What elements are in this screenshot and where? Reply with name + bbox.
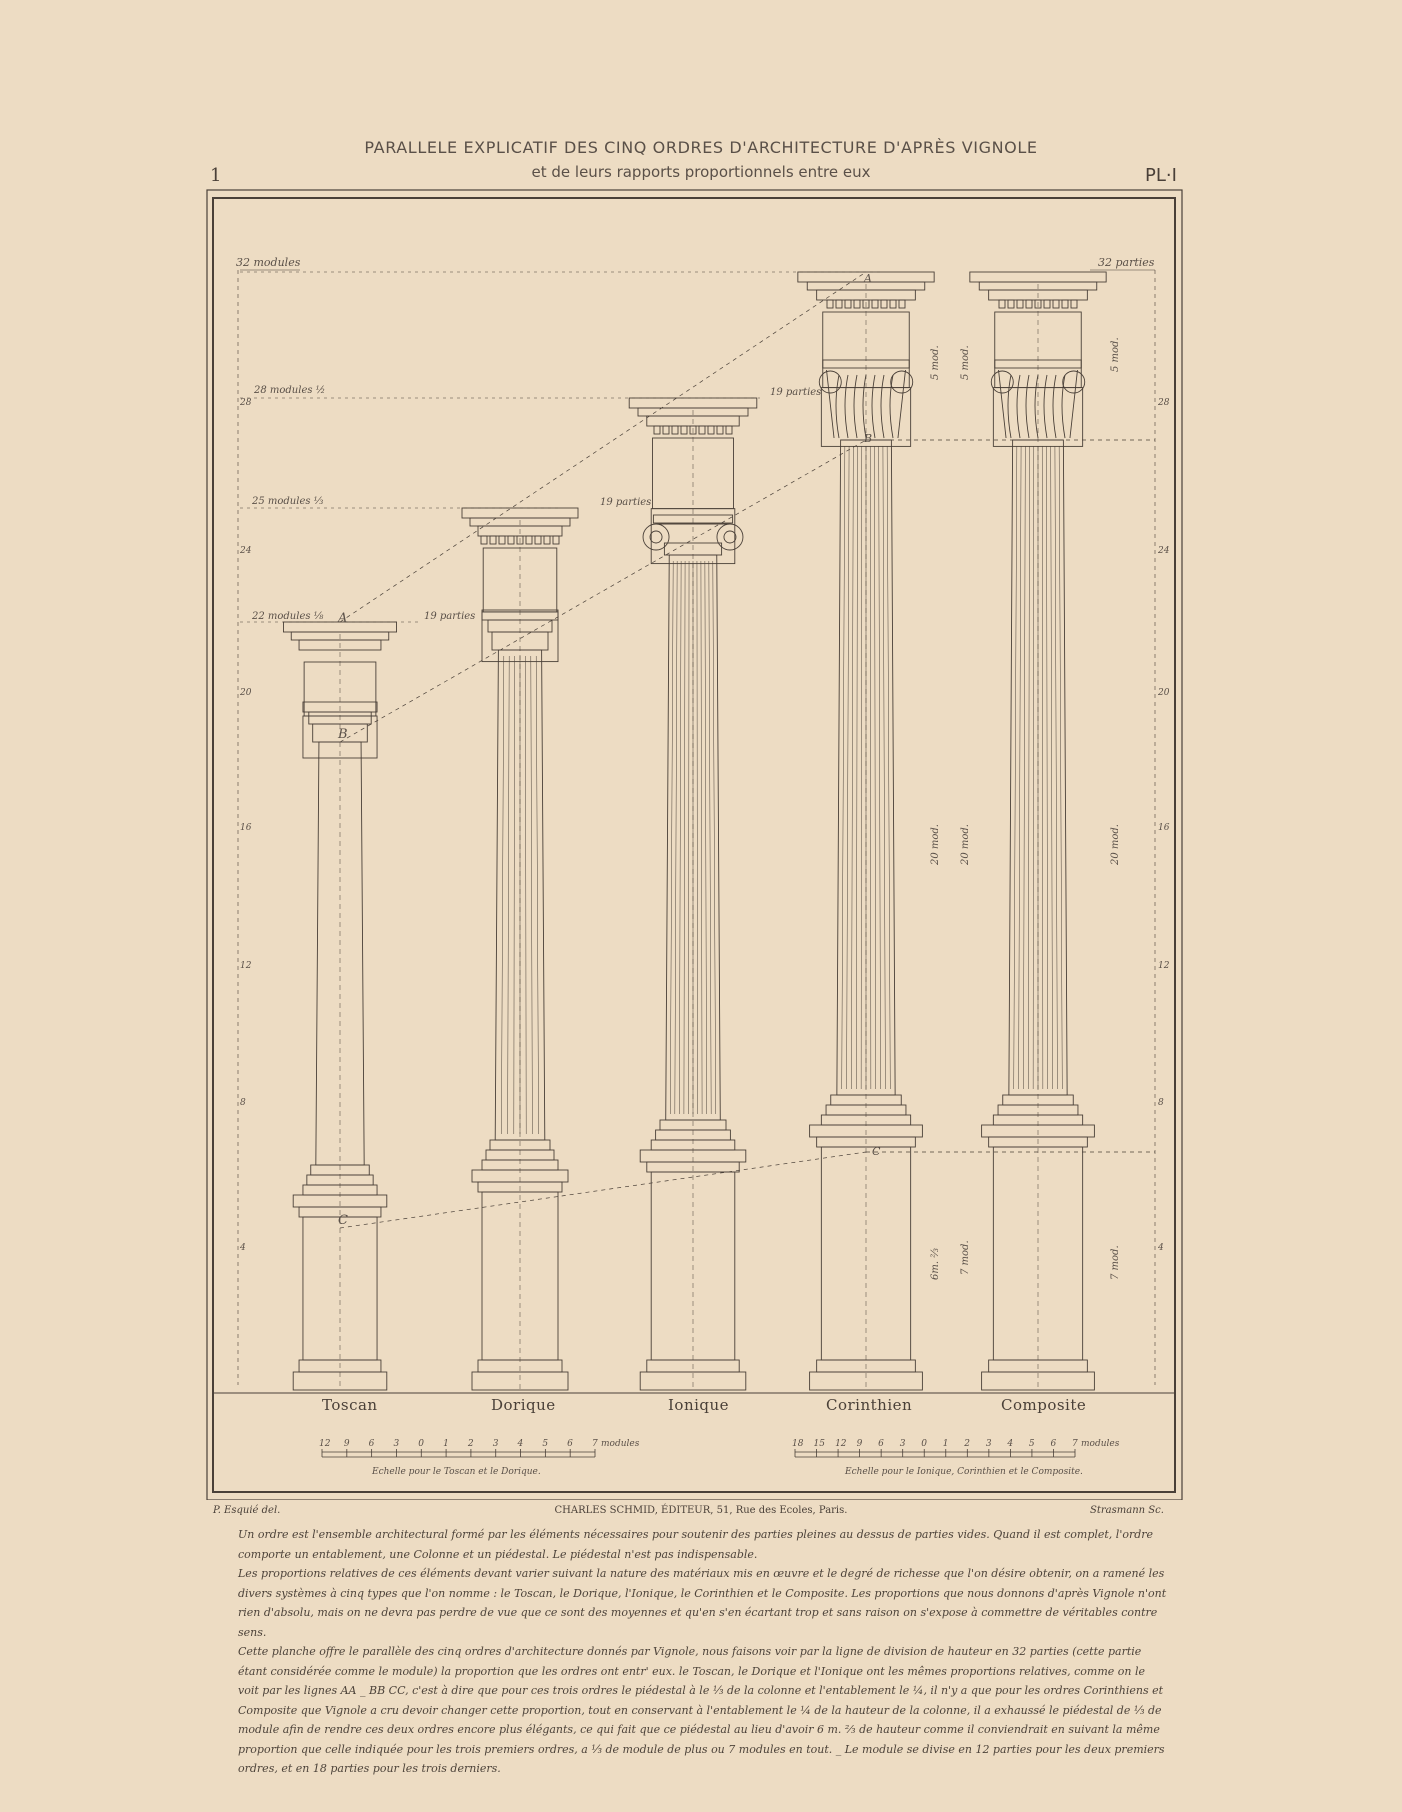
scale-unit-right: modules	[1081, 1439, 1120, 1449]
scale-tick-right-0: 18	[792, 1439, 804, 1449]
scale-tick-right-9: 3	[985, 1439, 992, 1449]
label-32-parties: 32 parties	[1098, 256, 1155, 269]
letter-b-right: B	[864, 432, 873, 445]
label-5-mod-2: 5 mod.	[960, 345, 971, 380]
label-6-mod: 6m. ⅔	[930, 1248, 941, 1280]
order-dorique	[462, 508, 578, 1390]
scale-tick-right-1: 15	[813, 1439, 825, 1449]
plate-subtitle: et de leurs rapports proportionnels entre eux	[531, 163, 871, 181]
tick-right-1: 24	[1158, 546, 1170, 556]
scale-unit-left: modules	[601, 1439, 640, 1449]
tick-right-6: 4	[1158, 1243, 1164, 1253]
scale-caption-left: Echelle pour le Toscan et le Dorique.	[372, 1467, 541, 1477]
scale-tick-right-4: 6	[878, 1439, 884, 1449]
scale-tick-left-1: 9	[343, 1439, 350, 1449]
letter-c-left: C	[338, 1213, 348, 1228]
tick-right-2: 20	[1158, 688, 1170, 698]
tick-right-5: 8	[1158, 1098, 1164, 1108]
scale-tick-right-11: 5	[1028, 1439, 1035, 1449]
scale-tick-left-11: 7	[592, 1439, 598, 1449]
label-19-parties-1: 19 parties	[424, 611, 476, 622]
label-20-mod-3: 20 mod.	[1110, 824, 1121, 865]
label-19-parties-2: 19 parties	[600, 497, 652, 508]
tick-left-3: 16	[240, 823, 252, 833]
scale-tick-right-5: 3	[899, 1439, 906, 1449]
letter-a-left: A	[338, 611, 348, 626]
tick-left-6: 4	[240, 1243, 246, 1253]
label-22-modules: 22 modules ⅛	[252, 611, 324, 622]
scale-caption-right: Echelle pour le Ionique, Corinthien et le Composite.	[845, 1467, 1083, 1477]
scale-tick-left-10: 6	[567, 1439, 573, 1449]
order-label-corinthien: Corinthien	[826, 1396, 913, 1414]
text-paragraph-3: Cette planche offre le parallèle des cinq ordres d'architecture donnés par Vignole, nous faisons voir par la ligne de division de hauteur en 32 parties (cette partie étant considérée comme le module) la proportion que les ordres ont entr' eux. le Toscan, le Dorique et l'Ionique ont les mêmes proportions relatives, comme on le voit par les lignes AA _ BB CC, c'est à dire que pour ces trois ordres le piédestal à le ⅓ de la colonne et l'entablement le ¼, il n'y a que pour les ordres Corinthiens et Composite que Vignole a cru devoir changer cette proportion, tout en conservant à l'entablement le ¼ de la hauteur de la colonne, il a exhaussé le piédestal de ⅓ de module afin de rendre ces deux ordres encore plus élégants, ce qui fait que ce piédestal au lieu d'avoir 6 m. ⅔ de hauteur comme il conviendrait en suivant la même proportion que celle indiquée pour les trois premiers ordres, a ⅓ de module de plus ou 7 modules en tout. _ Le module se divise en 12 parties pour les deux premiers ordres, et en 18 parties pour les trois derniers.	[238, 1645, 1165, 1775]
cornice-dorique	[462, 508, 578, 518]
text-paragraph-2: Les proportions relatives de ces éléments devant varier suivant la nature des matériaux mis en œuvre et le degré de richesse que l'on désire obtenir, on a ramené les divers systèmes à cinq types que l'on nomme : le Toscan, le Dorique, l'Ionique, le Corinthien et le Composite. Les proportions que nous donnons d'après Vignole n'ont rien d'absolu, mais on ne devra pas perdre de vue que ce sont des moyennes et qu'en s'en écartant trop et sans raison on s'expose à commettre de véritables contre sens.	[238, 1567, 1167, 1639]
scale-tick-left-9: 5	[542, 1439, 549, 1449]
tick-left-5: 8	[240, 1098, 246, 1108]
plate-number: 1	[210, 165, 222, 186]
credit-draftsman: P. Esquié del.	[213, 1505, 281, 1516]
scale-tick-right-6: 0	[921, 1439, 927, 1449]
scale-tick-left-3: 3	[393, 1439, 400, 1449]
scale-tick-left-2: 6	[368, 1439, 375, 1449]
scale-tick-left-5: 1	[443, 1439, 449, 1449]
scale-tick-right-8: 2	[964, 1439, 971, 1449]
inner-frame	[213, 198, 1175, 1492]
scale-tick-right-7: 1	[942, 1439, 949, 1449]
letter-c-right: C	[872, 1145, 881, 1158]
scale-tick-right-12: 6	[1050, 1439, 1057, 1449]
label-19-parties-3: 19 parties	[770, 387, 822, 398]
credit-publisher: CHARLES SCHMID, ÉDITEUR, 51, Rue des Ecoles, Paris.	[554, 1505, 848, 1516]
scale-tick-right-10: 4	[1007, 1439, 1014, 1449]
tick-left-1: 24	[240, 546, 252, 556]
order-ionique	[629, 398, 757, 1390]
scale-tick-left-4: 0	[418, 1439, 425, 1449]
credit-engraver: Strasmann Sc.	[1090, 1505, 1164, 1516]
letter-b-left: B	[338, 727, 348, 742]
label-5-mod-3: 5 mod.	[1110, 337, 1121, 372]
label-20-mod-2: 20 mod.	[960, 824, 971, 865]
explanatory-text	[238, 1525, 1168, 1779]
tick-right-0: 28	[1158, 398, 1170, 408]
tick-right-3: 16	[1158, 823, 1170, 833]
label-28-modules: 28 modules ½	[254, 385, 326, 396]
cornice-composite	[970, 272, 1106, 282]
plate-title: PARALLELE EXPLICATIF DES CINQ ORDRES D'ARCHITECTURE D'APRÈS VIGNOLE	[364, 138, 1038, 157]
label-5-mod-1: 5 mod.	[930, 345, 941, 380]
order-label-dorique: Dorique	[491, 1396, 556, 1414]
label-7-mod-2: 7 mod.	[1110, 1245, 1121, 1280]
scale-tick-left-6: 2	[467, 1439, 474, 1449]
scale-tick-right-3: 9	[856, 1439, 863, 1449]
label-32-modules: 32 modules	[236, 256, 301, 269]
text-paragraph-1: Un ordre est l'ensemble architectural formé par les éléments nécessaires pour soutenir des parties pleines au dessus de parties vides. Quand il est complet, l'ordre comporte un entablement, une Colonne et un piédestal. Le piédestal n'est pas indispensable.	[238, 1528, 1154, 1561]
order-label-toscan: Toscan	[322, 1396, 378, 1414]
order-label-composite: Composite	[1001, 1396, 1087, 1414]
label-25-modules: 25 modules ⅓	[252, 496, 324, 507]
scale-tick-left-8: 4	[517, 1439, 524, 1449]
scale-tick-right-13: 7	[1072, 1439, 1078, 1449]
order-label-ionique: Ionique	[668, 1396, 730, 1414]
label-20-mod-1: 20 mod.	[930, 824, 941, 865]
scale-tick-right-2: 12	[835, 1439, 847, 1449]
tick-left-4: 12	[240, 961, 252, 971]
scale-tick-left-0: 12	[319, 1439, 331, 1449]
letter-a-right: A	[864, 272, 872, 285]
scale-tick-left-7: 3	[492, 1439, 499, 1449]
tick-right-4: 12	[1158, 961, 1170, 971]
cornice-ionique	[629, 398, 757, 408]
label-7-mod-1: 7 mod.	[960, 1240, 971, 1275]
plate-label: PL·I	[1145, 165, 1177, 186]
tick-left-0: 28	[240, 398, 252, 408]
tick-left-2: 20	[240, 688, 252, 698]
